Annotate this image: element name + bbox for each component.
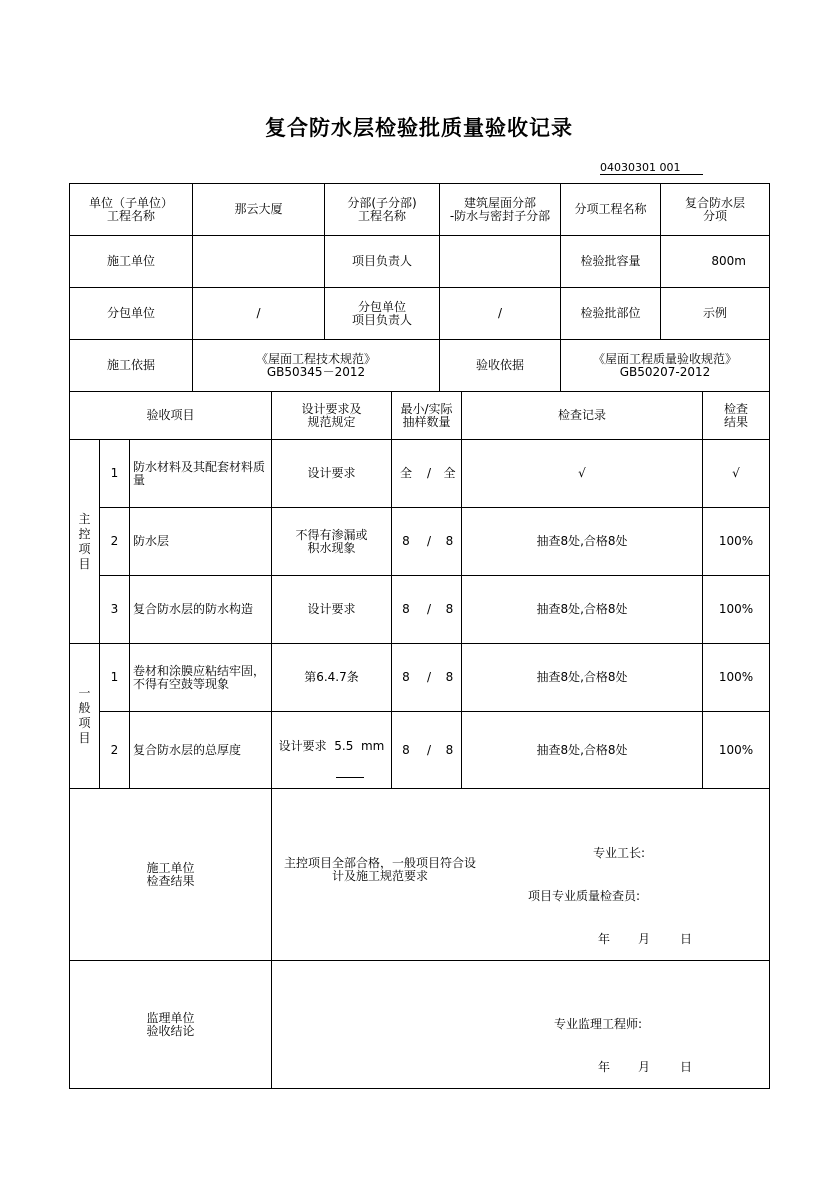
sub-item-label: 分项工程名称 bbox=[574, 202, 647, 216]
item-record: 抽查8处,合格8处 bbox=[536, 670, 628, 684]
acceptance-basis-label: 验收依据 bbox=[475, 358, 524, 372]
item-sample-actual: 全 bbox=[443, 466, 456, 480]
item-record: 抽查8处,合格8处 bbox=[536, 742, 628, 757]
col-sample-header: 最小/实际 抽样数量 bbox=[400, 401, 453, 429]
batch-capacity-label: 检验批容量 bbox=[580, 254, 641, 268]
inspector-label: 项目专业质量检查员: bbox=[528, 889, 641, 903]
sub-pm-value: / bbox=[497, 306, 503, 320]
general-group-label: 一 般 项 目 bbox=[78, 686, 91, 745]
batch-location-label: 检验批部位 bbox=[580, 306, 641, 320]
grid-line bbox=[69, 1088, 770, 1089]
subcontractor-value: / bbox=[256, 306, 261, 320]
item-no: 1 bbox=[110, 670, 119, 684]
item-design: 设计要求 bbox=[307, 602, 356, 616]
item-sample-actual: 8 bbox=[445, 742, 454, 757]
subcontractor-label: 分包单位 bbox=[106, 306, 155, 320]
col-item-header: 验收项目 bbox=[146, 408, 195, 422]
item-no: 1 bbox=[110, 466, 119, 480]
document-code: 04030301 001 bbox=[600, 161, 703, 175]
item-name: 卷材和涂膜应粘结牢固，不得有空鼓等现象 bbox=[133, 663, 266, 691]
contractor-label: 施工单位 bbox=[106, 254, 155, 268]
item-no: 2 bbox=[110, 534, 119, 548]
contractor-day: 日 bbox=[680, 932, 693, 946]
pm-label: 项目负责人 bbox=[351, 254, 412, 268]
design-underline bbox=[336, 777, 364, 778]
page-title: 复合防水层检验批质量验收记录 bbox=[265, 115, 573, 140]
contractor-conclusion: 主控项目全部合格，一般项目符合设 计及施工规范要求 bbox=[283, 856, 476, 883]
item-sample-actual: 8 bbox=[445, 670, 454, 684]
item-sample-min: 8 bbox=[402, 602, 410, 616]
item-sample-actual: 8 bbox=[445, 602, 454, 616]
construction-basis-label: 施工依据 bbox=[106, 358, 155, 372]
construction-basis-value: 《屋面工程技术规范》 GB50345－2012 bbox=[255, 351, 376, 379]
item-name: 防水材料及其配套材料质量 bbox=[133, 459, 266, 487]
item-record: 抽查8处,合格8处 bbox=[536, 534, 628, 548]
engineer-label: 专业监理工程师: bbox=[554, 1017, 643, 1031]
item-design: 不得有渗漏或 积水现象 bbox=[295, 527, 368, 555]
batch-location-value: 示例 bbox=[702, 306, 727, 320]
foreman-label: 专业工长: bbox=[593, 846, 646, 860]
supervisor-month: 月 bbox=[638, 1060, 651, 1074]
supervisor-day: 日 bbox=[680, 1060, 693, 1074]
item-sample-min: 8 bbox=[402, 670, 410, 684]
sub-item-value: 复合防水层 分项 bbox=[684, 195, 745, 223]
acceptance-basis-value: 《屋面工程质量验收规范》 GB50207-2012 bbox=[592, 351, 737, 379]
item-sample-min: 全 bbox=[399, 466, 412, 480]
col-design-header: 设计要求及 规范规定 bbox=[301, 401, 362, 429]
item-result: 100% bbox=[718, 742, 754, 757]
col-record-header: 检查记录 bbox=[557, 408, 606, 422]
unit-label: 单位（子单位） 工程名称 bbox=[88, 195, 173, 223]
pm-value bbox=[440, 236, 560, 287]
item-result: √ bbox=[732, 466, 740, 480]
item-no: 2 bbox=[110, 742, 119, 757]
col-result-header: 检查 结果 bbox=[723, 401, 748, 429]
item-record: 抽查8处,合格8处 bbox=[536, 602, 628, 616]
item-sample-sep: / bbox=[426, 466, 432, 480]
item-result: 100% bbox=[718, 602, 754, 616]
item-result: 100% bbox=[718, 670, 754, 684]
unit-value: 那云大厦 bbox=[234, 202, 283, 216]
contractor-year: 年 bbox=[598, 932, 611, 946]
item-record: √ bbox=[578, 466, 586, 480]
main-group-label: 主 控 项 目 bbox=[78, 511, 91, 571]
item-name: 复合防水层的总厚度 bbox=[133, 742, 242, 757]
division-label: 分部(子分部) 工程名称 bbox=[347, 195, 417, 223]
item-sample-actual: 8 bbox=[445, 534, 454, 548]
item-sample-sep: / bbox=[426, 742, 432, 757]
item-no: 3 bbox=[110, 602, 119, 616]
item-name: 防水层 bbox=[133, 534, 170, 548]
contractor-month: 月 bbox=[638, 932, 651, 946]
item-name: 复合防水层的防水构造 bbox=[133, 602, 254, 616]
sub-pm-label: 分包单位 项目负责人 bbox=[351, 299, 412, 327]
supervisor-check-label: 监理单位 验收结论 bbox=[146, 1010, 195, 1038]
batch-capacity-value: 800m bbox=[711, 254, 746, 268]
item-sample-sep: / bbox=[426, 602, 432, 616]
contractor-check-label: 施工单位 检查结果 bbox=[146, 860, 195, 888]
contractor-value bbox=[193, 236, 324, 287]
grid-line bbox=[769, 183, 770, 1089]
supervisor-year: 年 bbox=[598, 1060, 611, 1074]
item-sample-min: 8 bbox=[402, 534, 410, 548]
item-design: 第6.4.7条 bbox=[304, 670, 359, 684]
item-design: 设计要求 bbox=[307, 466, 356, 480]
item-sample-sep: / bbox=[426, 534, 432, 548]
item-design: 设计要求 5.5 mm bbox=[278, 738, 385, 753]
division-value: 建筑屋面分部 -防水与密封子分部 bbox=[449, 195, 551, 223]
item-result: 100% bbox=[718, 534, 754, 548]
item-sample-min: 8 bbox=[402, 742, 410, 757]
item-sample-sep: / bbox=[426, 670, 432, 684]
